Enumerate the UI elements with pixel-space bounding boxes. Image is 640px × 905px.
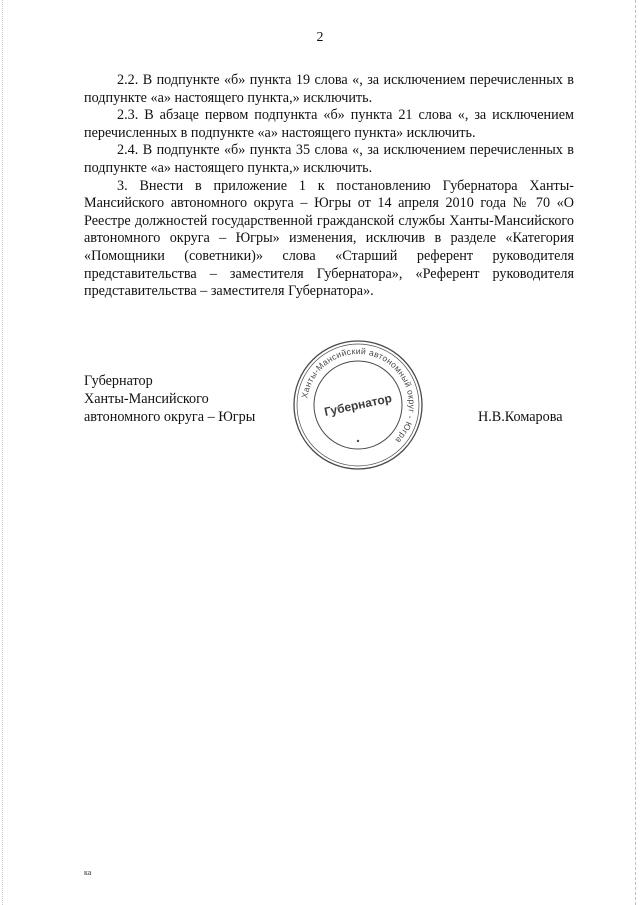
left-scan-edge	[2, 0, 3, 905]
signatory-region-line-2: автономного округа – Югры	[84, 409, 256, 425]
paragraph-2-3: 2.3. В абзаце первом подпункта «б» пункта 21 слова «, за исключением перечисленных в подпункте «а» настоящего пункта» исключить.	[84, 107, 574, 141]
paragraph-3: 3. Внести в приложение 1 к постановлению Губернатора Ханты-Мансийского автономного округа – Югры от 14 апреля 2010 года № 70 «О Реестре должностей государственной гражданской службы Ханты-Мансийского автономного округа – Югры» изменения, исключив в разделе «Категория «Помощники (советники)» слова «Старший референт руководителя представительства – заместителя Губернатора», «Референт руководителя представительства – заместителя Губернатора».	[84, 177, 574, 300]
signatory-region-line-1: Ханты-Мансийского	[84, 391, 209, 407]
seal-ring-textpath: Ханты-Мансийский автономный округ - Югра	[299, 345, 418, 446]
seal-center-dot	[357, 440, 359, 442]
official-seal	[290, 337, 426, 473]
paragraph-2-2: 2.2. В подпункте «б» пункта 19 слова «, за исключением перечисленных в подпункте «а» настоящего пункта,» исключить.	[84, 72, 574, 106]
right-scan-edge	[635, 0, 636, 905]
footer-mark: ка	[84, 868, 92, 877]
paragraph-2-4: 2.4. В подпункте «б» пункта 35 слова «, за исключением перечисленных в подпункте «а» настоящего пункта,» исключить.	[84, 142, 574, 176]
document-body	[84, 72, 574, 301]
signatory-position	[84, 372, 255, 426]
page-number: 2	[316, 30, 324, 45]
signatory-name: Н.В.Комарова	[478, 409, 563, 425]
signatory-title: Губернатор	[84, 373, 153, 389]
seal-center-text: Губернатор	[322, 391, 394, 419]
